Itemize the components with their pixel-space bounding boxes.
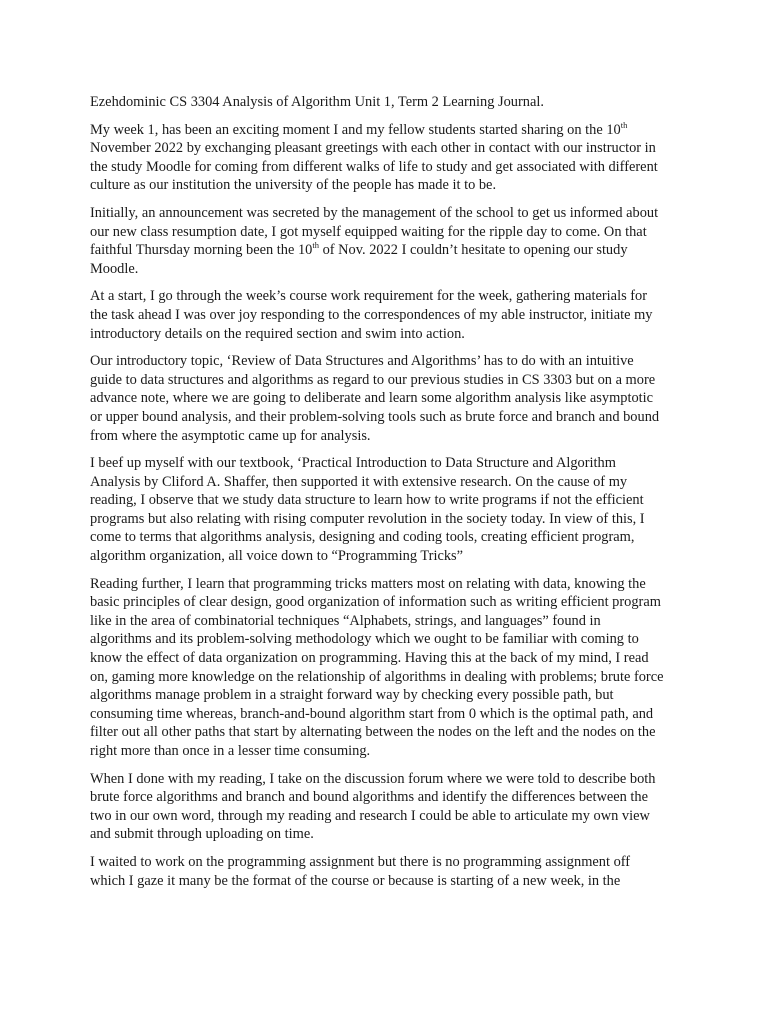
paragraph-1-text: My week 1, has been an exciting moment I and my fellow students started sharing on the 10 <box>90 121 621 138</box>
paragraph-1 <box>90 121 664 195</box>
paragraph-7: When I done with my reading, I take on the discussion forum where we were told to describe both brute force algorithms and branch and bound algorithms and identify the differences between the two in our own word, through my reading and research I could be able to articulate my own view and submit through uploading on time. <box>90 770 656 843</box>
paragraph-4: Our introductory topic, ‘Review of Data Structures and Algorithms’ has to do with an intuitive guide to data structures and algorithms as regard to our previous studies in CS 3303 but on a more advance note, where we are going to deliberate and learn some algorithm analysis like asymptotic or upper bound analysis, and their problem-solving tools such as brute force and branch and bound from where the asymptotic came up for analysis. <box>90 353 660 444</box>
paragraph-1-text-cont: November 2022 by exchanging pleasant greetings with each other in contact with our instructor in the study Moodle for coming from different walks of life to study and get associated with different culture as our institution the university of the people has made it to be. <box>90 140 658 194</box>
paragraph-2 <box>90 204 664 278</box>
paragraph-2-text: Initially, an announcement was secreted by the management of the school to get us informed about our new class resumption date, I got myself equipped waiting for the ripple day to come. On that faithful Thursday morning been the 10 <box>90 204 659 259</box>
ordinal-suffix: th <box>312 240 319 251</box>
paragraph-6: Reading further, I learn that programming tricks matters most on relating with data, knowing the basic principles of clear design, good organization of information such as writing efficient program like in the area of combinatorial techniques “Alphabets, strings, and languages” found in algorithms and its problem-solving methodology which we ought to be familiar with coming to know the effect of data organization on programming. Having this at the back of my mind, I read on, gaming more knowledge on the relationship of algorithms in dealing with problems; brute force algorithms manage problem in a straight forward way by checking every possible path, but consuming time whereas, branch-and-bound algorithm start from 0 which is the optimal path, and filter out all other paths that start by alternating between the nodes on the left and the nodes on the right more than once in a lesser time consuming. <box>90 575 664 759</box>
document-title: Ezehdominic CS 3304 Analysis of Algorithm Unit 1, Term 2 Learning Journal. <box>90 94 544 110</box>
paragraph-3: At a start, I go through the week’s course work requirement for the week, gathering materials for the task ahead I was over joy responding to the correspondences of my able instructor, initiate my introductory details on the required section and swim into action. <box>90 288 653 342</box>
paragraph-8: I waited to work on the programming assignment but there is no programming assignment off which I gaze it many be the format of the course or because is starting of a new week, in the <box>90 853 631 889</box>
paragraph-5: I beef up myself with our textbook, ‘Practical Introduction to Data Structure and Algorithm Analysis by Cliford A. Shaffer, then supported it with extensive research. On the cause of my reading, I observe that we study data structure to learn how to write programs if not the efficient programs but also relating with rising computer revolution in the society today. In view of this, I come to terms that algorithms analysis, designing and coding tools, creating efficient program, algorithm organization, all voice down to “Programming Tricks” <box>90 455 645 565</box>
paragraph-2-text-cont: of Nov. 2022 I couldn’t hesitate to opening our study Moodle. <box>90 242 628 277</box>
ordinal-suffix: th <box>620 119 628 130</box>
